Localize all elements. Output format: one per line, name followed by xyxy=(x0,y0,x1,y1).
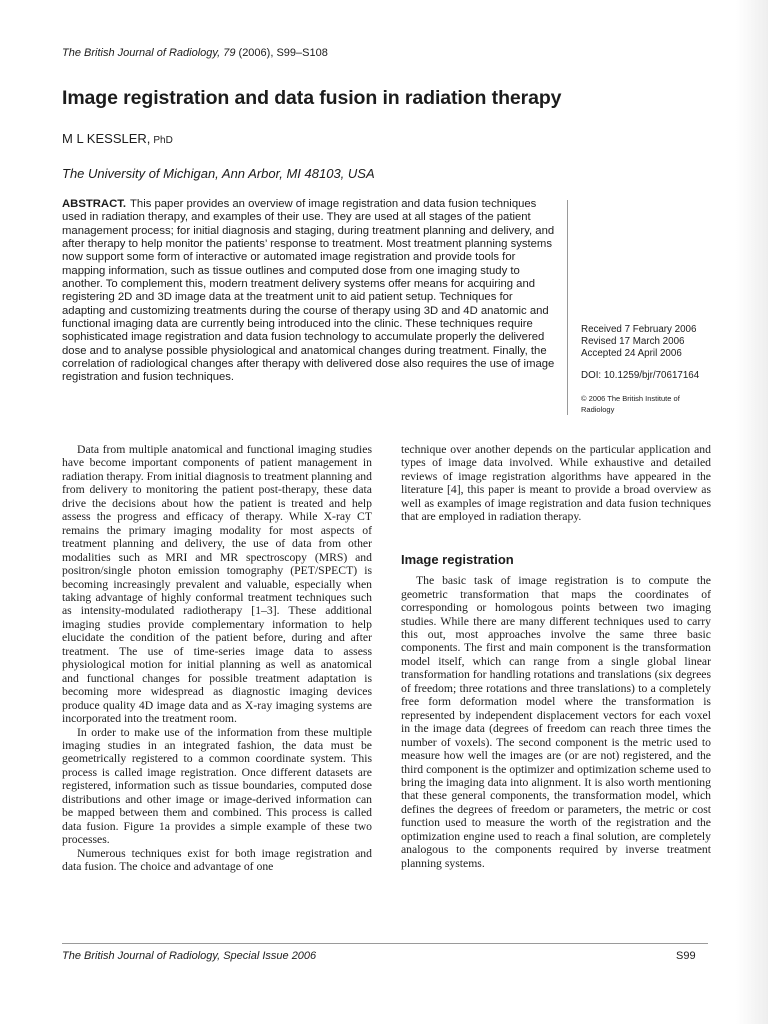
revised-date: Revised 17 March 2006 xyxy=(581,336,685,348)
journal-pages: (2006), S99–S108 xyxy=(238,47,328,59)
received-date: Received 7 February 2006 xyxy=(581,324,697,335)
abstract-label: ABSTRACT. xyxy=(62,198,127,210)
doi: DOI: 10.1259/bjr/70617164 xyxy=(581,370,700,381)
article-history xyxy=(581,324,731,361)
abstract-divider xyxy=(567,200,568,415)
footer-rule xyxy=(62,943,708,944)
body-paragraph: Numerous techniques exist for both image registration and data fusion. The choice and advantage of one xyxy=(62,846,372,874)
journal-header xyxy=(62,47,328,59)
author-line xyxy=(62,131,173,146)
footer-journal: The British Journal of Radiology, Special Issue 2006 xyxy=(62,950,317,962)
abstract-text: This paper provides an overview of image registration and data fusion techniques used in radiation therapy, and examples of their use. They are used at all stages of the patient management process; for initial diagnosis and staging, during treatment planning and delivery, and after therapy to help monitor the patients’ response to treatment. Most treatment planning systems now support some form of interactive or automated image registration and provide tools for mapping information, such as tissue outlines and computed dose from one imaging study to another. To complement this, modern treatment delivery systems offer means for acquiring and registering 2D and 3D image data at the treatment unit to aid patient setup. Techniques for adapting and customizing treatments during the course of therapy using 3D and 4D anatomic and functional imaging data are currently being introduced into the clinic. These techniques require sophisticated image registration and data fusion technology to accumulate properly the delivered dose and to analyse possible physiological and anatomical changes during treatment. Finally, the correlation of radiological changes after therapy with delivered dose also requires the use of image registration and fusion techniques. xyxy=(62,198,555,384)
section-heading: Image registration xyxy=(401,551,514,567)
body-paragraph: The basic task of image registration is to compute the geometric transformation that maps the coordinates of corresponding or homologous points between two imaging studies. While there are many different techniques used to carry this out, most approaches involve the same three basic components. The first and main component is the transformation model itself, which can range from a single global linear transformation for handling rotations and translations (six degrees of freedom; three rotations and three translations) to a completely free form deformation model where the transformation is represented by independent displacement vectors for each voxel in the image data (degrees of freedom can reach three times the number of voxels). The second component is the metric used to measure how well the images are (or are not) registered, and the third component is the optimizer and optimization scheme used to bring the imaging data into alignment. It is also worth mentioning that these general components, the transformation model, which defines the degrees of freedom or parameters, the metric or cost function used to measure the worth of the registration and the optimization engine used to reach a final solution, are completely analogous to the components required by inverse treatment planning systems. xyxy=(401,574,711,870)
body-paragraph: In order to make use of the information from these multiple imaging studies in an integrated fashion, the data must be geometrically registered to a common coordinate system. This process is called image registration. Once different datasets are registered, information such as tissue boundaries, computed dose distributions and other image or image-derived information can be mapped between them and combined. This process is called data fusion. Figure 1a provides a simple example of these two processes. xyxy=(62,725,372,847)
page-number: S99 xyxy=(676,950,696,962)
affiliation: The University of Michigan, Ann Arbor, MI 48103, USA xyxy=(62,166,375,181)
abstract xyxy=(62,198,556,385)
page-edge-shadow xyxy=(736,0,768,1024)
body-column-right xyxy=(401,443,711,870)
body-paragraph: technique over another depends on the particular application and types of image data involved. While exhaustive and detailed reviews of image registration algorithms have appeared in the literature [4], this paper is meant to provide a broad overview as well as examples of image registration and data fusion techniques that are employed in radiation therapy. xyxy=(401,443,711,524)
accepted-date: Accepted 24 April 2006 xyxy=(581,348,682,360)
author-degree: PhD xyxy=(153,135,173,146)
body-column-left xyxy=(62,443,372,874)
author-name: M L KESSLER, xyxy=(62,131,151,146)
journal-volume: 79 xyxy=(223,47,236,59)
journal-name: The British Journal of Radiology, xyxy=(62,47,221,59)
copyright-notice: © 2006 The British Institute of Radiology xyxy=(581,394,680,414)
article-title: Image registration and data fusion in radiation therapy xyxy=(62,87,562,109)
body-paragraph: Data from multiple anatomical and functional imaging studies have become important components of patient management in radiation therapy. From initial diagnosis to treatment planning and from delivery to monitoring the patient post-therapy, these data drive the decisions about how the patient is treated and help assess the progress and efficacy of therapy. While X-ray CT remains the primary imaging modality for most aspects of treatment planning and delivery, the use of data from other modalities such as MRI and MR spectroscopy (MRS) and positron/single photon emission tomography (PET/SPECT) is becoming increasingly prevalent and valuable, especially when taking advantage of highly conformal treatment techniques such as intensity-modulated radiotherapy [1–3]. These additional imaging studies provide complementary information to help elucidate the condition of the patient before, during and after treatment. The use of time-series image data to assess physiological motion for initial planning as well as anatomical and functional changes for possible treatment adaptation is becoming more widespread as diagnostic imaging devices produce quality 4D image data and as X-ray imaging systems are incorporated into the treatment room. xyxy=(62,443,372,726)
